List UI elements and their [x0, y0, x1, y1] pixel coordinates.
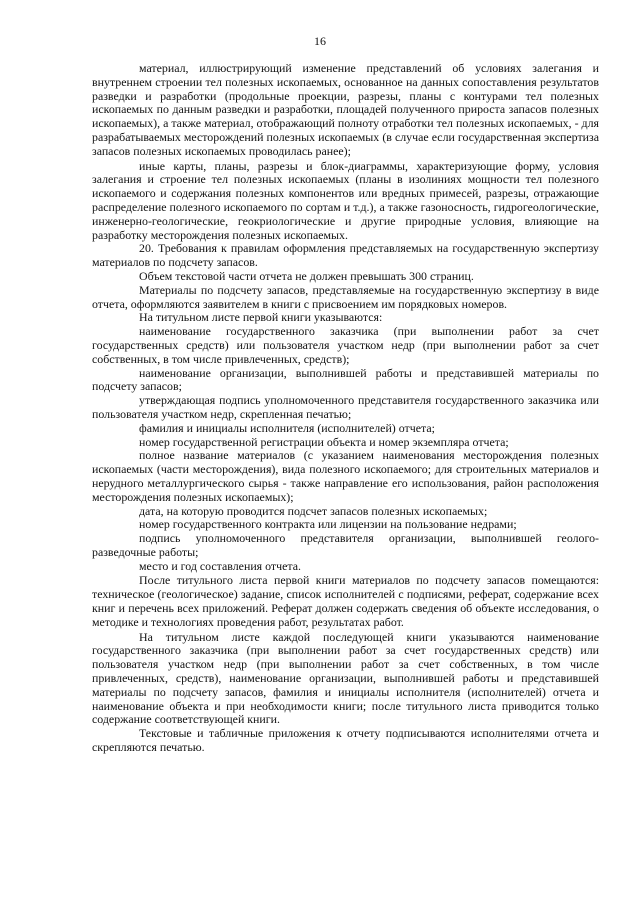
paragraph-registration-number: номер государственной регистрации объекта и номер экземпляра отчета; [139, 434, 509, 449]
paragraph-title-sheet-intro: На титульном листе первой книги указываются: [139, 310, 383, 325]
paragraph-text-volume: Объем текстовой части отчета не должен превышать 300 страниц. [139, 268, 474, 283]
paragraph-books-numbering: Материалы по подсчету запасов, представляемые на государственную экспертизу в виде отчета, оформляются заявителем в книги с присвоением им порядковых номеров. [92, 282, 599, 311]
paragraph-other-maps: иные карты, планы, разрезы и блок-диаграммы, характеризующие форму, условия залегания и строение тел полезных ископаемых (планы в изолиниях мощности тел полезного ископаемого и содержания полезных компонентов или вредных примесей, разрезы, отражающие распределение полезного ископаемого по сортам и т.д.), а также газоносность, гидрогеологические, инженерно-геологические, геокриологические и другие природные условия, влияющие на разработку месторождения полезных ископаемых. [92, 158, 599, 242]
paragraph-contract-number: номер государственного контракта или лицензии на пользование недрами; [139, 517, 517, 532]
paragraph-approving-signature: утверждающая подпись уполномоченного представителя государственного заказчика или пользователя участком недр, скрепленная печатью; [92, 393, 599, 421]
paragraph-illustrative-material: материал, иллюстрирующий изменение представлений об условиях залегания и внутреннем строении тел полезных ископаемых, основанное на данных сопоставления результатов разведки и разработки (продольные проекции, разрезы, планы с контурами тел полезных ископаемых по данным разведки и разработки, площадей полученного прироста запасов полезных ископаемых), а также материал, отображающий полноту отработки тел полезных ископаемых, - для разрабатываемых месторождений полезных ископаемых (в случае если государственная экспертиза запасов полезных ископаемых проводилась ранее); [92, 61, 599, 158]
paragraph-representative-signature: подпись уполномоченного представителя организации, выполнившей геолого-разведочные работы; [92, 531, 599, 559]
document-body [92, 62, 599, 755]
paragraph-organization-name: наименование организации, выполнившей работы и представившей материалы по подсчету запасов; [92, 365, 599, 394]
paragraph-section-20: 20. Требования к правилам оформления представляемых на государственную экспертизу материалов по подсчету запасов. [92, 241, 599, 270]
paragraph-subsequent-books: На титульном листе каждой последующей книги указываются наименование государственного заказчика (при выполнении работ за счет государственных средств) или пользователя участком недр (при выполнении работ за счет собственных, в том числе привлеченных, средств), наименование организации, выполнившей работы и представившей материалы по подсчету запасов, фамилия и инициалы исполнителя (исполнителей) отчета и наименование объекта и при необходимости книги; после титульного листа приводится только содержание соответствующей книги. [92, 629, 599, 727]
paragraph-customer-name: наименование государственного заказчика (при выполнении работ за счет государственных средств) или пользователя участком недр (при выполнении работ за счет собственных, в том числе привлеченных, средств); [92, 324, 599, 366]
paragraph-full-title: полное название материалов (с указанием наименования месторождения полезных ископаемых (части месторождения), вида полезного ископаемого; для строительных материалов и нерудного металлургического сырья - также направление его использования, район расположения месторождения полезных ископаемых); [92, 448, 599, 504]
page-number: 16 [314, 34, 326, 48]
paragraph-after-title-sheet: После титульного листа первой книги материалов по подсчету запасов помещаются: техническое (геологическое) задание, список исполнителей с подписями, реферат, содержание всех книг и перечень всех приложений. Реферат должен содержать сведения об объекте исследования, о методике и технологиях проведения работ, результатах работ. [92, 573, 599, 629]
paragraph-place-year: место и год составления отчета. [139, 558, 301, 573]
paragraph-appendices-signature: Текстовые и табличные приложения к отчету подписываются исполнителями отчета и скрепляются печатью. [92, 726, 599, 755]
paragraph-executor-name: фамилия и инициалы исполнителя (исполнителей) отчета; [139, 420, 435, 435]
paragraph-calculation-date: дата, на которую проводится подсчет запасов полезных ископаемых; [139, 503, 488, 518]
